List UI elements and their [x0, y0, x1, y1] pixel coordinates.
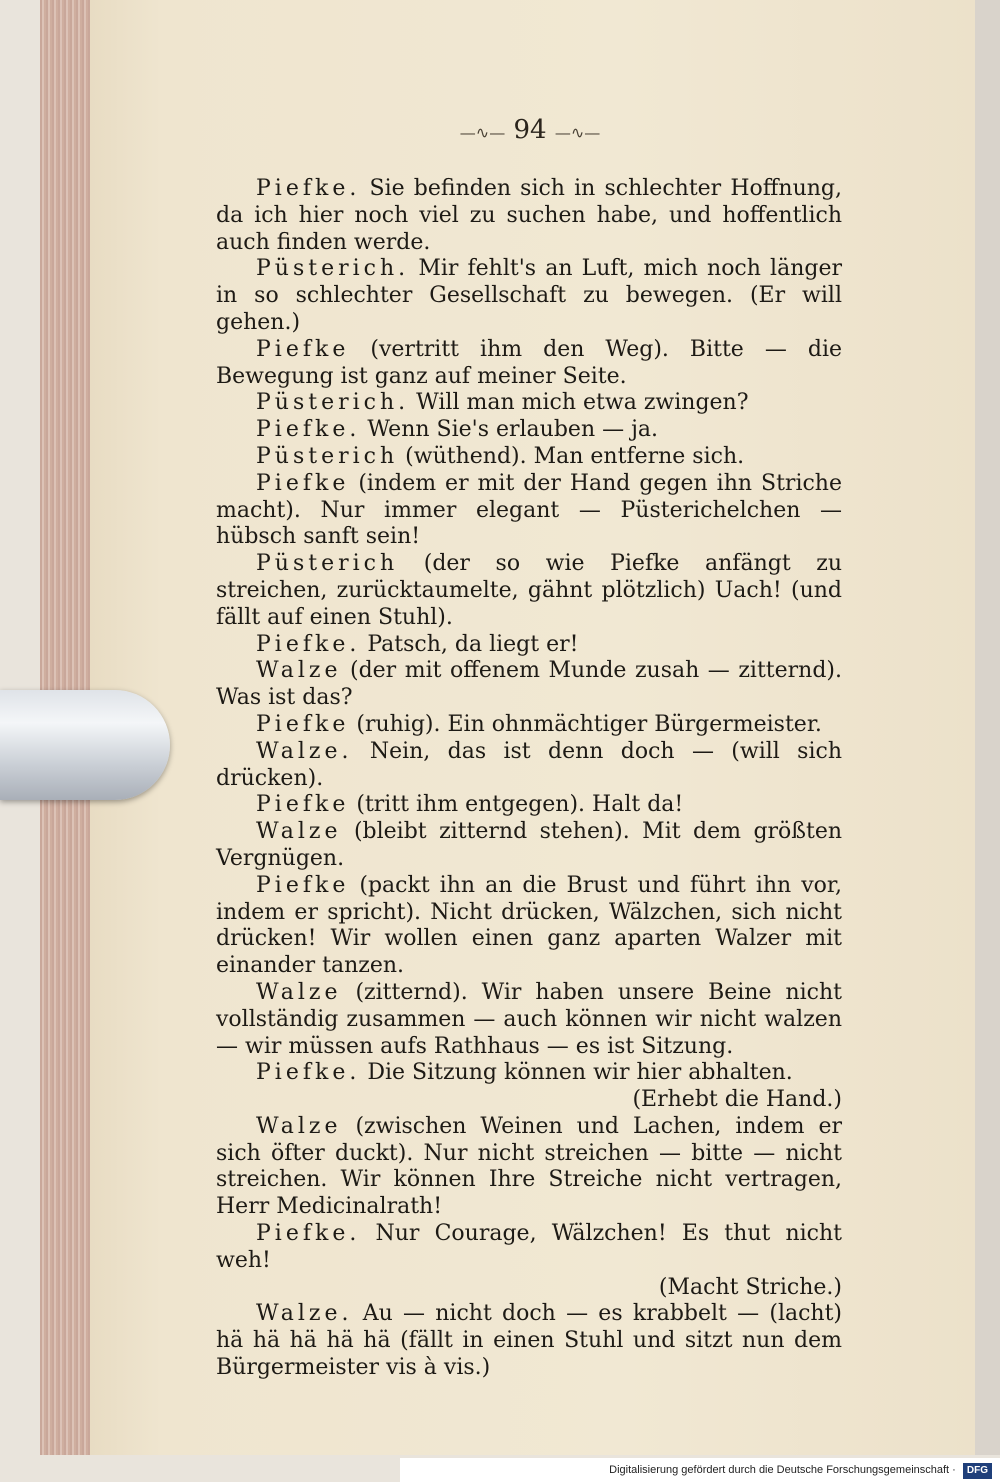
line-text: (indem er mit der Hand gegen ihn Striche macht). Nur immer elegant — Püsterichelchen — hübsch sanft sein!	[216, 470, 842, 550]
speaker-name: Walze	[256, 979, 342, 1005]
header-ornament-right: —∿—	[554, 123, 601, 142]
speaker-name: Püsterich.	[256, 390, 410, 416]
dialogue-line	[216, 176, 842, 256]
stage-direction: (Macht Striche.)	[658, 1274, 842, 1300]
speaker-name: Walze.	[256, 738, 353, 764]
speaker-name: Piefke.	[256, 417, 361, 443]
speaker-name: Piefke	[256, 711, 350, 737]
dialogue-line	[216, 417, 842, 444]
speaker-name: Walze	[256, 658, 342, 684]
line-text: Wenn Sie's erlauben — ja.	[367, 417, 659, 443]
line-text: (vertritt ihm den Weg). Bitte — die Bewegung ist ganz auf meiner Seite.	[216, 336, 842, 389]
play-text	[216, 176, 842, 1382]
dialogue-line	[216, 819, 842, 873]
page-number: 94	[513, 115, 547, 145]
stage-direction: (Erhebt die Hand.)	[632, 1087, 842, 1113]
dialogue-line	[216, 1221, 842, 1275]
dialogue-line	[216, 632, 842, 659]
speaker-name: Walze.	[256, 1301, 353, 1327]
header-ornament-left: —∿—	[459, 123, 506, 142]
line-text: (bleibt zitternd stehen). Mit dem größten Vergnügen.	[216, 819, 843, 871]
speaker-name: Piefke.	[256, 1221, 361, 1247]
line-text: Mir fehlt's an Luft, mich noch länger in so schlechter Gesellschaft zu bewegen. (Er will gehen.)	[216, 256, 842, 335]
line-text: Nein, das ist denn doch — (will sich drücken).	[216, 738, 842, 791]
line-text: (der mit offenem Munde zusah — zitternd). Was ist das?	[216, 658, 842, 711]
line-text: (tritt ihm entgegen). Halt da!	[356, 792, 684, 818]
page-header	[440, 115, 620, 145]
dialogue-line	[216, 1301, 842, 1381]
speaker-name: Walze	[256, 819, 342, 845]
line-text: Au — nicht doch — es krabbelt — (lacht) hä hä hä hä hä (fällt in einen Stuhl und sitzt nun dem Bürgermeister vis à vis.)	[216, 1301, 843, 1381]
speaker-name: Piefke	[256, 872, 350, 898]
speaker-name: Walze	[256, 1113, 342, 1139]
dialogue-line	[216, 739, 842, 793]
dialogue-line	[216, 1114, 842, 1221]
line-text: (wüthend). Man entferne sich.	[405, 443, 745, 469]
dialogue-line	[216, 1060, 842, 1087]
line-text: Sie befinden sich in schlechter Hoffnung, da ich hier noch viel zu suchen habe, und hoffentlich auch finden werde.	[216, 176, 842, 255]
line-text: Nur Courage, Wälzchen! Es thut nicht weh!	[216, 1221, 843, 1273]
dialogue-line	[216, 658, 842, 712]
line-text: (ruhig). Ein ohnmächtiger Bürgermeister.	[356, 711, 822, 737]
speaker-name: Piefke	[256, 792, 350, 818]
dialogue-line	[216, 471, 842, 551]
speaker-name: Piefke	[256, 336, 350, 362]
line-text: (zwischen Weinen und Lachen, indem er sich öfter duckt). Nur nicht streichen — bitte — nicht streichen. Wir können Ihre Streiche nicht vertragen, Herr Medicinalrath!	[216, 1113, 842, 1220]
footer-credit: Digitalisierung gefördert durch die Deutsche Forschungsgemeinschaft · DFG	[400, 1458, 1000, 1482]
dialogue-line	[216, 337, 842, 391]
speaker-name: Püsterich	[256, 443, 399, 469]
footer-credit-text: Digitalisierung gefördert durch die Deutsche Forschungsgemeinschaft	[609, 1464, 950, 1476]
dialogue-line	[216, 712, 842, 739]
speaker-name: Piefke.	[256, 1060, 361, 1086]
dialogue-line	[216, 792, 842, 819]
dfg-logo: DFG	[963, 1463, 992, 1479]
speaker-name: Piefke	[256, 470, 350, 496]
line-text: Patsch, da liegt er!	[367, 631, 579, 657]
line-text: (packt ihn an die Brust und führt ihn vor, indem er spricht). Nicht drücken, Wälzchen, sich nicht drücken! Wir wollen einen ganz aparten Walzer mit einander tanzen.	[216, 872, 843, 979]
speaker-name: Piefke.	[256, 176, 361, 201]
dialogue-line	[216, 873, 842, 980]
line-text: (der so wie Piefke anfängt zu streichen, zurücktaumelte, gähnt plötzlich) Uach! (und fällt auf einen Stuhl).	[216, 551, 842, 630]
dialogue-line	[216, 390, 842, 417]
line-text: (zitternd). Wir haben unsere Beine nicht vollständig zusammen — auch können wir nicht walzen — wir müssen aufs Rathhaus — es ist Sitzung.	[216, 979, 842, 1059]
speaker-name: Püsterich.	[256, 256, 410, 282]
scanner-clamp	[0, 690, 170, 800]
dialogue-line	[216, 256, 842, 336]
speaker-name: Püsterich	[256, 551, 399, 577]
dialogue-line	[216, 980, 842, 1060]
line-text: Will man mich etwa zwingen?	[416, 390, 749, 416]
dialogue-line	[216, 444, 842, 471]
line-text: Die Sitzung können wir hier abhalten.	[367, 1060, 793, 1086]
scan-margin	[975, 0, 1000, 1455]
speaker-name: Piefke.	[256, 631, 361, 657]
dialogue-line	[216, 551, 842, 631]
